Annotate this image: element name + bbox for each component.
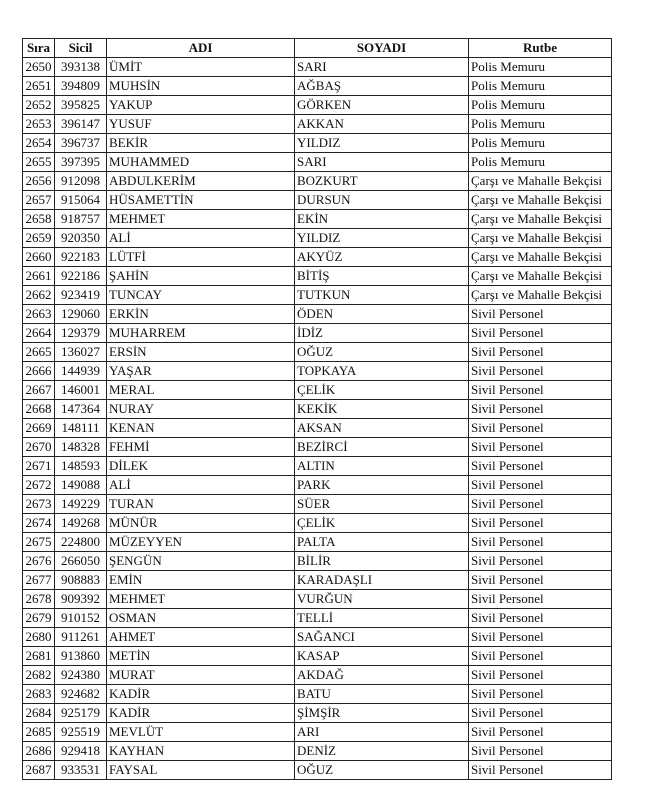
cell-sira: 2686 (23, 742, 55, 761)
table-row (23, 647, 612, 666)
cell-adi: MERAL (107, 381, 295, 400)
cell-sira: 2657 (23, 191, 55, 210)
cell-soyadi: ÇELİK (295, 381, 469, 400)
cell-soyadi: ÇELİK (295, 514, 469, 533)
cell-rutbe: Sivil Personel (469, 685, 612, 704)
cell-soyadi: AKYÜZ (295, 248, 469, 267)
cell-rutbe: Sivil Personel (469, 761, 612, 780)
table-row (23, 77, 612, 96)
cell-adi: YUSUF (107, 115, 295, 134)
table-row (23, 172, 612, 191)
table-row (23, 400, 612, 419)
table-row (23, 343, 612, 362)
cell-sicil: 144939 (55, 362, 107, 381)
header-sira: Sıra (23, 39, 55, 58)
cell-sicil: 910152 (55, 609, 107, 628)
cell-sira: 2687 (23, 761, 55, 780)
cell-soyadi: AKSAN (295, 419, 469, 438)
cell-adi: MEVLÜT (107, 723, 295, 742)
cell-sira: 2672 (23, 476, 55, 495)
cell-adi: LÜTFİ (107, 248, 295, 267)
cell-soyadi: EKİN (295, 210, 469, 229)
cell-sicil: 923419 (55, 286, 107, 305)
cell-sira: 2667 (23, 381, 55, 400)
cell-rutbe: Sivil Personel (469, 628, 612, 647)
cell-sira: 2663 (23, 305, 55, 324)
cell-soyadi: YILDIZ (295, 229, 469, 248)
cell-sicil: 922183 (55, 248, 107, 267)
cell-sicil: 913860 (55, 647, 107, 666)
cell-rutbe: Çarşı ve Mahalle Bekçisi (469, 229, 612, 248)
cell-adi: KADİR (107, 685, 295, 704)
cell-sicil: 909392 (55, 590, 107, 609)
cell-soyadi: GÖRKEN (295, 96, 469, 115)
cell-soyadi: TOPKAYA (295, 362, 469, 381)
cell-soyadi: DENİZ (295, 742, 469, 761)
cell-adi: MUHARREM (107, 324, 295, 343)
cell-sira: 2680 (23, 628, 55, 647)
table-row (23, 609, 612, 628)
cell-adi: ALİ (107, 476, 295, 495)
table-row (23, 267, 612, 286)
cell-sicil: 224800 (55, 533, 107, 552)
cell-sira: 2654 (23, 134, 55, 153)
cell-sicil: 396737 (55, 134, 107, 153)
cell-soyadi: TELLİ (295, 609, 469, 628)
cell-rutbe: Sivil Personel (469, 381, 612, 400)
cell-sicil: 922186 (55, 267, 107, 286)
cell-sira: 2679 (23, 609, 55, 628)
cell-sicil: 395825 (55, 96, 107, 115)
table-row (23, 381, 612, 400)
cell-adi: TURAN (107, 495, 295, 514)
table-row (23, 742, 612, 761)
table-row (23, 248, 612, 267)
cell-sicil: 148593 (55, 457, 107, 476)
cell-sicil: 148111 (55, 419, 107, 438)
cell-soyadi: PARK (295, 476, 469, 495)
table-row (23, 438, 612, 457)
cell-sira: 2678 (23, 590, 55, 609)
cell-rutbe: Sivil Personel (469, 324, 612, 343)
table-row (23, 571, 612, 590)
table-row (23, 685, 612, 704)
cell-sira: 2685 (23, 723, 55, 742)
header-soyadi: SOYADI (295, 39, 469, 58)
cell-rutbe: Sivil Personel (469, 571, 612, 590)
table-row (23, 229, 612, 248)
cell-rutbe: Sivil Personel (469, 457, 612, 476)
cell-sicil: 908883 (55, 571, 107, 590)
cell-rutbe: Sivil Personel (469, 362, 612, 381)
cell-rutbe: Sivil Personel (469, 609, 612, 628)
table-row (23, 628, 612, 647)
cell-sicil: 925519 (55, 723, 107, 742)
cell-soyadi: OĞUZ (295, 761, 469, 780)
cell-soyadi: DURSUN (295, 191, 469, 210)
cell-sicil: 918757 (55, 210, 107, 229)
cell-rutbe: Çarşı ve Mahalle Bekçisi (469, 267, 612, 286)
cell-sicil: 129379 (55, 324, 107, 343)
cell-soyadi: PALTA (295, 533, 469, 552)
cell-sira: 2664 (23, 324, 55, 343)
cell-adi: MEHMET (107, 210, 295, 229)
table-body (23, 58, 612, 780)
cell-soyadi: BİTİŞ (295, 267, 469, 286)
cell-sira: 2653 (23, 115, 55, 134)
table-row (23, 362, 612, 381)
cell-adi: FAYSAL (107, 761, 295, 780)
table-row (23, 761, 612, 780)
table-row (23, 723, 612, 742)
cell-sira: 2668 (23, 400, 55, 419)
cell-adi: KADİR (107, 704, 295, 723)
cell-soyadi: BATU (295, 685, 469, 704)
cell-adi: HÜSAMETTİN (107, 191, 295, 210)
cell-soyadi: ŞİMŞİR (295, 704, 469, 723)
cell-sicil: 933531 (55, 761, 107, 780)
cell-rutbe: Sivil Personel (469, 476, 612, 495)
cell-rutbe: Sivil Personel (469, 742, 612, 761)
cell-adi: EMİN (107, 571, 295, 590)
cell-sira: 2674 (23, 514, 55, 533)
cell-rutbe: Sivil Personel (469, 647, 612, 666)
cell-soyadi: KASAP (295, 647, 469, 666)
table-row (23, 58, 612, 77)
table-row (23, 533, 612, 552)
cell-adi: MURAT (107, 666, 295, 685)
cell-sicil: 912098 (55, 172, 107, 191)
cell-sira: 2662 (23, 286, 55, 305)
cell-sira: 2681 (23, 647, 55, 666)
cell-soyadi: AKKAN (295, 115, 469, 134)
cell-sira: 2675 (23, 533, 55, 552)
cell-adi: YAŞAR (107, 362, 295, 381)
cell-rutbe: Sivil Personel (469, 533, 612, 552)
cell-sira: 2677 (23, 571, 55, 590)
cell-sira: 2682 (23, 666, 55, 685)
cell-adi: ALİ (107, 229, 295, 248)
cell-sicil: 149229 (55, 495, 107, 514)
cell-adi: METİN (107, 647, 295, 666)
table-row (23, 514, 612, 533)
cell-sira: 2651 (23, 77, 55, 96)
table-row (23, 704, 612, 723)
cell-rutbe: Çarşı ve Mahalle Bekçisi (469, 210, 612, 229)
table-row (23, 552, 612, 571)
cell-sicil: 149268 (55, 514, 107, 533)
cell-sicil: 924682 (55, 685, 107, 704)
cell-adi: ŞENGÜN (107, 552, 295, 571)
cell-rutbe: Sivil Personel (469, 305, 612, 324)
cell-sicil: 129060 (55, 305, 107, 324)
table-row (23, 191, 612, 210)
cell-adi: KAYHAN (107, 742, 295, 761)
cell-soyadi: KEKİK (295, 400, 469, 419)
cell-sira: 2661 (23, 267, 55, 286)
cell-rutbe: Polis Memuru (469, 115, 612, 134)
table-row (23, 457, 612, 476)
cell-rutbe: Polis Memuru (469, 153, 612, 172)
cell-sira: 2684 (23, 704, 55, 723)
cell-soyadi: AĞBAŞ (295, 77, 469, 96)
cell-rutbe: Sivil Personel (469, 514, 612, 533)
table-row (23, 305, 612, 324)
cell-rutbe: Sivil Personel (469, 723, 612, 742)
cell-sicil: 148328 (55, 438, 107, 457)
cell-sira: 2671 (23, 457, 55, 476)
cell-rutbe: Çarşı ve Mahalle Bekçisi (469, 172, 612, 191)
cell-sira: 2656 (23, 172, 55, 191)
cell-sicil: 929418 (55, 742, 107, 761)
cell-rutbe: Sivil Personel (469, 552, 612, 571)
cell-rutbe: Çarşı ve Mahalle Bekçisi (469, 286, 612, 305)
cell-adi: MÜZEYYEN (107, 533, 295, 552)
cell-soyadi: AKDAĞ (295, 666, 469, 685)
table-row (23, 495, 612, 514)
cell-soyadi: KARADAŞLI (295, 571, 469, 590)
cell-adi: NURAY (107, 400, 295, 419)
cell-sicil: 915064 (55, 191, 107, 210)
cell-soyadi: TUTKUN (295, 286, 469, 305)
table-row (23, 115, 612, 134)
cell-adi: MEHMET (107, 590, 295, 609)
header-row (23, 39, 612, 58)
table-row (23, 590, 612, 609)
table-row (23, 476, 612, 495)
cell-adi: DİLEK (107, 457, 295, 476)
header-adi: ADI (107, 39, 295, 58)
table-row (23, 96, 612, 115)
cell-sira: 2673 (23, 495, 55, 514)
cell-sicil: 396147 (55, 115, 107, 134)
cell-soyadi: ÖDEN (295, 305, 469, 324)
cell-rutbe: Çarşı ve Mahalle Bekçisi (469, 248, 612, 267)
table-row (23, 134, 612, 153)
cell-adi: ŞAHİN (107, 267, 295, 286)
cell-sicil: 146001 (55, 381, 107, 400)
cell-adi: ÜMİT (107, 58, 295, 77)
cell-adi: OSMAN (107, 609, 295, 628)
cell-sicil: 394809 (55, 77, 107, 96)
table-row (23, 666, 612, 685)
cell-sicil: 147364 (55, 400, 107, 419)
cell-adi: BEKİR (107, 134, 295, 153)
cell-sira: 2676 (23, 552, 55, 571)
cell-soyadi: YILDIZ (295, 134, 469, 153)
cell-soyadi: BİLİR (295, 552, 469, 571)
cell-adi: YAKUP (107, 96, 295, 115)
cell-adi: ERSİN (107, 343, 295, 362)
cell-rutbe: Polis Memuru (469, 96, 612, 115)
cell-adi: AHMET (107, 628, 295, 647)
table-row (23, 286, 612, 305)
cell-sicil: 149088 (55, 476, 107, 495)
table-header (23, 39, 612, 58)
cell-soyadi: SARI (295, 153, 469, 172)
cell-soyadi: ARI (295, 723, 469, 742)
cell-soyadi: BEZİRCİ (295, 438, 469, 457)
cell-soyadi: SAĞANCI (295, 628, 469, 647)
cell-sira: 2652 (23, 96, 55, 115)
cell-rutbe: Çarşı ve Mahalle Bekçisi (469, 191, 612, 210)
cell-rutbe: Polis Memuru (469, 134, 612, 153)
cell-sira: 2669 (23, 419, 55, 438)
cell-rutbe: Sivil Personel (469, 343, 612, 362)
cell-soyadi: OĞUZ (295, 343, 469, 362)
cell-soyadi: SARI (295, 58, 469, 77)
cell-sicil: 266050 (55, 552, 107, 571)
cell-rutbe: Sivil Personel (469, 590, 612, 609)
cell-soyadi: SÜER (295, 495, 469, 514)
cell-sicil: 924380 (55, 666, 107, 685)
cell-rutbe: Sivil Personel (469, 704, 612, 723)
cell-sira: 2660 (23, 248, 55, 267)
cell-adi: KENAN (107, 419, 295, 438)
cell-rutbe: Polis Memuru (469, 77, 612, 96)
cell-rutbe: Sivil Personel (469, 419, 612, 438)
cell-sira: 2683 (23, 685, 55, 704)
cell-sira: 2650 (23, 58, 55, 77)
cell-rutbe: Sivil Personel (469, 495, 612, 514)
cell-sicil: 920350 (55, 229, 107, 248)
cell-rutbe: Sivil Personel (469, 400, 612, 419)
cell-sira: 2655 (23, 153, 55, 172)
table-row (23, 419, 612, 438)
cell-adi: TUNCAY (107, 286, 295, 305)
cell-sira: 2659 (23, 229, 55, 248)
header-rutbe: Rutbe (469, 39, 612, 58)
cell-sira: 2666 (23, 362, 55, 381)
table-row (23, 210, 612, 229)
cell-adi: FEHMİ (107, 438, 295, 457)
cell-sicil: 136027 (55, 343, 107, 362)
cell-sicil: 393138 (55, 58, 107, 77)
cell-sira: 2658 (23, 210, 55, 229)
cell-adi: ERKİN (107, 305, 295, 324)
cell-adi: MÜNÜR (107, 514, 295, 533)
cell-sira: 2670 (23, 438, 55, 457)
cell-rutbe: Sivil Personel (469, 666, 612, 685)
table-row (23, 324, 612, 343)
cell-soyadi: ALTIN (295, 457, 469, 476)
cell-soyadi: VURĞUN (295, 590, 469, 609)
cell-rutbe: Polis Memuru (469, 58, 612, 77)
header-sicil: Sicil (55, 39, 107, 58)
cell-sira: 2665 (23, 343, 55, 362)
cell-adi: ABDULKERİM (107, 172, 295, 191)
cell-adi: MUHAMMED (107, 153, 295, 172)
cell-soyadi: İDİZ (295, 324, 469, 343)
cell-adi: MUHSİN (107, 77, 295, 96)
personnel-table (22, 38, 612, 780)
cell-sicil: 911261 (55, 628, 107, 647)
cell-sicil: 925179 (55, 704, 107, 723)
cell-rutbe: Sivil Personel (469, 438, 612, 457)
cell-soyadi: BOZKURT (295, 172, 469, 191)
table-row (23, 153, 612, 172)
cell-sicil: 397395 (55, 153, 107, 172)
